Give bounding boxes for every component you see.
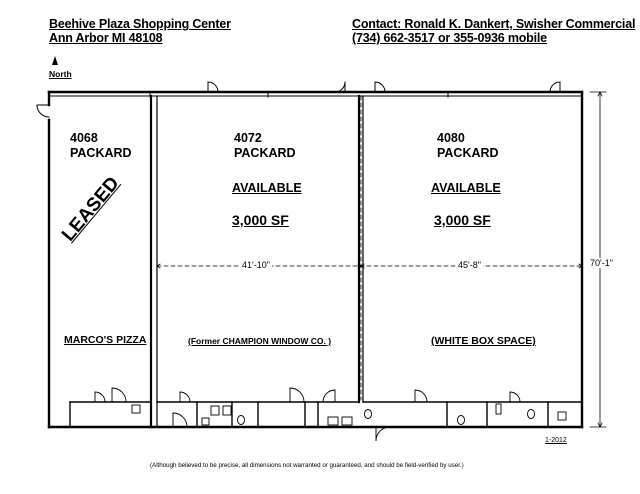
unit-4068-leased-stamp: LEASED — [58, 172, 124, 246]
unit-4068-street: PACKARD — [70, 146, 132, 160]
outer-walls — [49, 92, 582, 427]
north-label: North — [49, 69, 72, 79]
unit-4068-number: 4068 — [70, 131, 98, 145]
unit-4072-size: 3,000 SF — [232, 212, 289, 228]
unit-4080-status: AVAILABLE — [431, 181, 501, 195]
unit-4080-width-dimension: 45'-8" — [458, 260, 481, 270]
contact-phone: (734) 662-3517 or 355-0936 mobile — [352, 31, 547, 45]
unit-4072-street: PACKARD — [234, 146, 296, 160]
unit-4072-status: AVAILABLE — [232, 181, 302, 195]
unit-4072-width-dimension: 41'-10" — [242, 260, 270, 270]
width-dimension-line — [157, 96, 582, 400]
contact-line: Contact: Ronald K. Dankert, Swisher Commercial — [352, 17, 636, 31]
property-name: Beehive Plaza Shopping Center — [49, 17, 231, 31]
disclaimer-footnote: (Although believed to be precise, all dimensions not warranted or guaranteed, and should be field-verified by user.) — [150, 462, 464, 469]
unit-4080-size: 3,000 SF — [434, 212, 491, 228]
unit-4080-street: PACKARD — [437, 146, 499, 160]
unit-4080-tenant: (WHITE BOX SPACE) — [431, 335, 536, 347]
storefront-doors — [37, 82, 560, 117]
unit-4072-number: 4072 — [234, 131, 262, 145]
building-depth-dimension: 70'-1" — [590, 258, 613, 268]
revision-date: 1-2012 — [545, 437, 567, 444]
rear-rooms — [70, 388, 582, 441]
unit-4068-tenant: MARCO'S PIZZA — [64, 334, 147, 346]
property-city: Ann Arbor MI 48108 — [49, 31, 163, 45]
unit-4072-tenant: (Former CHAMPION WINDOW CO. ) — [188, 336, 332, 346]
unit-4080-number: 4080 — [437, 131, 465, 145]
